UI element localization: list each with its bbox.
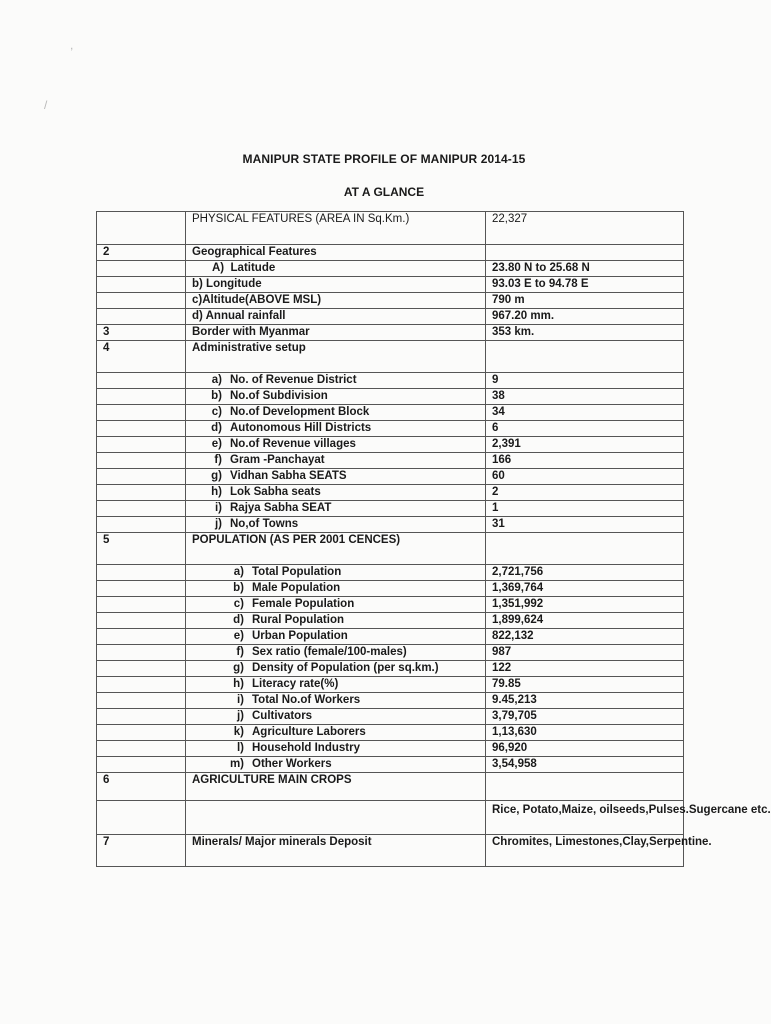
row-value-cell: 3,79,705 xyxy=(486,709,684,725)
row-number-cell xyxy=(97,565,186,581)
table-row xyxy=(97,597,684,613)
row-number-cell xyxy=(97,277,186,293)
state-profile-table xyxy=(96,211,771,867)
table-row xyxy=(97,501,684,517)
row-number-cell: 7 xyxy=(97,835,186,867)
row-value-cell: 967.20 mm. xyxy=(486,309,684,325)
row-number-cell xyxy=(97,212,186,245)
item-label: No.of Subdivision xyxy=(230,390,328,402)
item-marker: h) xyxy=(211,486,222,498)
item-marker: A) xyxy=(212,262,225,274)
row-value-cell: 96,920 xyxy=(486,741,684,757)
table-row xyxy=(97,277,684,293)
row-value-cell xyxy=(486,245,684,261)
table-row xyxy=(97,581,684,597)
item-label: Male Population xyxy=(252,582,341,594)
row-label-cell xyxy=(186,373,486,389)
row-value-cell: 23.80 N to 25.68 N xyxy=(486,261,684,277)
table-row xyxy=(97,677,684,693)
row-number-cell xyxy=(97,389,186,405)
item-marker: e) xyxy=(233,630,244,642)
row-number-cell xyxy=(97,677,186,693)
item-marker: a) xyxy=(211,374,222,386)
row-number-cell xyxy=(97,725,186,741)
row-number-cell xyxy=(97,405,186,421)
row-value-cell xyxy=(486,341,684,373)
item-label: Female Population xyxy=(252,598,355,610)
item-marker: d) xyxy=(233,614,244,626)
row-number-cell xyxy=(97,501,186,517)
table-row xyxy=(97,757,684,773)
table-row xyxy=(97,565,684,581)
row-label-cell: Administrative setup xyxy=(186,341,486,373)
item-label: Urban Population xyxy=(252,630,348,642)
table-row xyxy=(97,341,684,373)
table-row xyxy=(97,389,684,405)
item-marker: a) xyxy=(233,566,244,578)
row-label-cell: Minerals/ Major minerals Deposit xyxy=(186,835,486,867)
table-row xyxy=(97,661,684,677)
row-number-cell xyxy=(97,469,186,485)
table-row xyxy=(97,709,684,725)
item-label: Latitude xyxy=(230,262,276,274)
row-value-cell: 3,54,958 xyxy=(486,757,684,773)
table-row xyxy=(97,405,684,421)
row-label-cell: PHYSICAL FEATURES (AREA IN Sq.Km.) xyxy=(186,212,486,245)
item-label: Vidhan Sabha SEATS xyxy=(230,470,347,482)
row-value-cell: 1,13,630 xyxy=(486,725,684,741)
item-marker: e) xyxy=(211,438,222,450)
row-number-cell: 5 xyxy=(97,533,186,565)
row-label-cell xyxy=(186,741,486,757)
table-row xyxy=(97,533,684,565)
row-label-cell xyxy=(186,757,486,773)
row-number-cell xyxy=(97,693,186,709)
item-label: Rajya Sabha SEAT xyxy=(230,502,332,514)
scan-speck-mark: , xyxy=(70,38,74,52)
row-label-cell xyxy=(186,581,486,597)
row-value-cell: 987 xyxy=(486,645,684,661)
table-row xyxy=(97,261,684,277)
row-value-cell: 790 m xyxy=(486,293,684,309)
item-label: No.of Development Block xyxy=(230,406,370,418)
row-number-cell xyxy=(97,485,186,501)
row-label-cell xyxy=(186,645,486,661)
row-label-cell xyxy=(186,709,486,725)
row-value-cell: 79.85 xyxy=(486,677,684,693)
item-marker: i) xyxy=(236,694,244,706)
page-subtitle: AT A GLANCE xyxy=(343,185,425,199)
item-marker: h) xyxy=(233,678,244,690)
row-value-cell: 22,327 xyxy=(486,212,684,245)
item-label: Cultivators xyxy=(252,710,313,722)
row-label-cell: d) Annual rainfall xyxy=(186,309,486,325)
table-row xyxy=(97,693,684,709)
row-label-cell xyxy=(186,405,486,421)
item-marker: f) xyxy=(214,454,222,466)
row-label-cell xyxy=(186,565,486,581)
item-marker: j) xyxy=(236,710,244,722)
row-label-cell: b) Longitude xyxy=(186,277,486,293)
item-label: Household Industry xyxy=(252,742,360,754)
item-marker: c) xyxy=(233,598,244,610)
table-row xyxy=(97,245,684,261)
item-label: No,of Towns xyxy=(230,518,299,530)
row-value-cell: 9 xyxy=(486,373,684,389)
item-marker: i) xyxy=(214,502,222,514)
row-value-cell: Chromites, Limestones,Clay,Serpentine. xyxy=(486,835,684,867)
item-label: Autonomous Hill Districts xyxy=(230,422,372,434)
item-marker: f) xyxy=(236,646,244,658)
row-number-cell: 2 xyxy=(97,245,186,261)
table-row xyxy=(97,373,684,389)
row-label-cell: c)Altitude(ABOVE MSL) xyxy=(186,293,486,309)
row-label-cell xyxy=(186,725,486,741)
row-label-cell xyxy=(186,677,486,693)
table-row xyxy=(97,773,684,801)
row-value-cell: 38 xyxy=(486,389,684,405)
row-label-cell xyxy=(186,597,486,613)
scan-speck-mark: / xyxy=(44,98,48,112)
row-label-cell: POPULATION (AS PER 2001 CENCES) xyxy=(186,533,486,565)
item-label: Lok Sabha seats xyxy=(230,486,321,498)
row-value-cell: 822,132 xyxy=(486,629,684,645)
item-marker: m) xyxy=(229,758,244,770)
row-label-cell xyxy=(186,801,486,835)
table-row xyxy=(97,293,684,309)
row-value-cell: 93.03 E to 94.78 E xyxy=(486,277,684,293)
row-number-cell xyxy=(97,661,186,677)
row-label-cell xyxy=(186,261,486,277)
table-row xyxy=(97,325,684,341)
row-label-cell xyxy=(186,437,486,453)
item-label: Other Workers xyxy=(252,758,332,770)
row-number-cell xyxy=(97,453,186,469)
row-value-cell: 1,899,624 xyxy=(486,613,684,629)
item-label: No. of Revenue District xyxy=(230,374,357,386)
table-row xyxy=(97,453,684,469)
table-row xyxy=(97,517,684,533)
row-label-cell xyxy=(186,485,486,501)
row-label-cell xyxy=(186,453,486,469)
item-label: Rural Population xyxy=(252,614,344,626)
row-number-cell xyxy=(97,309,186,325)
table-row xyxy=(97,613,684,629)
row-value-cell: 2,391 xyxy=(486,437,684,453)
row-value-cell: 60 xyxy=(486,469,684,485)
row-label-cell xyxy=(186,613,486,629)
row-number-cell xyxy=(97,293,186,309)
item-label: Literacy rate(%) xyxy=(252,678,339,690)
item-label: Sex ratio (female/100-males) xyxy=(252,646,407,658)
row-label-cell xyxy=(186,661,486,677)
item-label: Agriculture Laborers xyxy=(252,726,366,738)
row-label-cell xyxy=(186,693,486,709)
row-number-cell xyxy=(97,709,186,725)
row-number-cell xyxy=(97,801,186,835)
table-row xyxy=(97,469,684,485)
row-number-cell xyxy=(97,629,186,645)
row-label-cell xyxy=(186,501,486,517)
row-value-cell: Rice, Potato,Maize, oilseeds,Pulses.Sugercane etc. xyxy=(486,801,684,835)
item-marker: k) xyxy=(233,726,244,738)
item-marker: d) xyxy=(211,422,222,434)
row-number-cell: 3 xyxy=(97,325,186,341)
table-row xyxy=(97,741,684,757)
item-label: Density of Population (per sq.km.) xyxy=(252,662,439,674)
row-number-cell xyxy=(97,261,186,277)
item-marker: l) xyxy=(236,742,244,754)
row-value-cell: 6 xyxy=(486,421,684,437)
row-label-cell: Geographical Features xyxy=(186,245,486,261)
row-value-cell: 2,721,756 xyxy=(486,565,684,581)
row-number-cell xyxy=(97,613,186,629)
row-value-cell: 122 xyxy=(486,661,684,677)
row-number-cell xyxy=(97,645,186,661)
item-marker: b) xyxy=(233,582,244,594)
item-label: No.of Revenue villages xyxy=(230,438,356,450)
row-number-cell xyxy=(97,517,186,533)
table-row xyxy=(97,629,684,645)
table-row xyxy=(97,645,684,661)
row-value-cell: 1,369,764 xyxy=(486,581,684,597)
page-title: MANIPUR STATE PROFILE OF MANIPUR 2014-15 xyxy=(242,152,526,166)
row-number-cell xyxy=(97,757,186,773)
row-number-cell xyxy=(97,437,186,453)
row-value-cell: 2 xyxy=(486,485,684,501)
row-label-cell xyxy=(186,629,486,645)
row-value-cell: 1 xyxy=(486,501,684,517)
row-number-cell: 4 xyxy=(97,341,186,373)
row-number-cell xyxy=(97,421,186,437)
table-row xyxy=(97,421,684,437)
row-value-cell: 9.45,213 xyxy=(486,693,684,709)
item-label: Total Population xyxy=(252,566,342,578)
row-label-cell xyxy=(186,389,486,405)
row-value-cell xyxy=(486,773,684,801)
row-value-cell xyxy=(486,533,684,565)
row-label-cell: AGRICULTURE MAIN CROPS xyxy=(186,773,486,801)
table-row xyxy=(97,437,684,453)
item-marker: g) xyxy=(233,662,244,674)
item-marker: g) xyxy=(211,470,222,482)
row-label-cell xyxy=(186,517,486,533)
table-row xyxy=(97,725,684,741)
row-label-cell xyxy=(186,421,486,437)
table-row xyxy=(97,835,684,867)
row-value-cell: 31 xyxy=(486,517,684,533)
item-marker: b) xyxy=(211,390,222,402)
item-marker: j) xyxy=(214,518,222,530)
row-value-cell: 166 xyxy=(486,453,684,469)
row-value-cell: 34 xyxy=(486,405,684,421)
table-row xyxy=(97,212,684,245)
row-number-cell xyxy=(97,741,186,757)
table-row xyxy=(97,485,684,501)
item-label: Gram -Panchayat xyxy=(230,454,325,466)
row-number-cell xyxy=(97,373,186,389)
table-row xyxy=(97,309,684,325)
item-marker: c) xyxy=(211,406,222,418)
row-label-cell: Border with Myanmar xyxy=(186,325,486,341)
item-label: Total No.of Workers xyxy=(252,694,361,706)
table-row xyxy=(97,801,684,835)
row-number-cell: 6 xyxy=(97,773,186,801)
row-number-cell xyxy=(97,597,186,613)
row-value-cell: 353 km. xyxy=(486,325,684,341)
row-value-cell: 1,351,992 xyxy=(486,597,684,613)
row-number-cell xyxy=(97,581,186,597)
row-label-cell xyxy=(186,469,486,485)
